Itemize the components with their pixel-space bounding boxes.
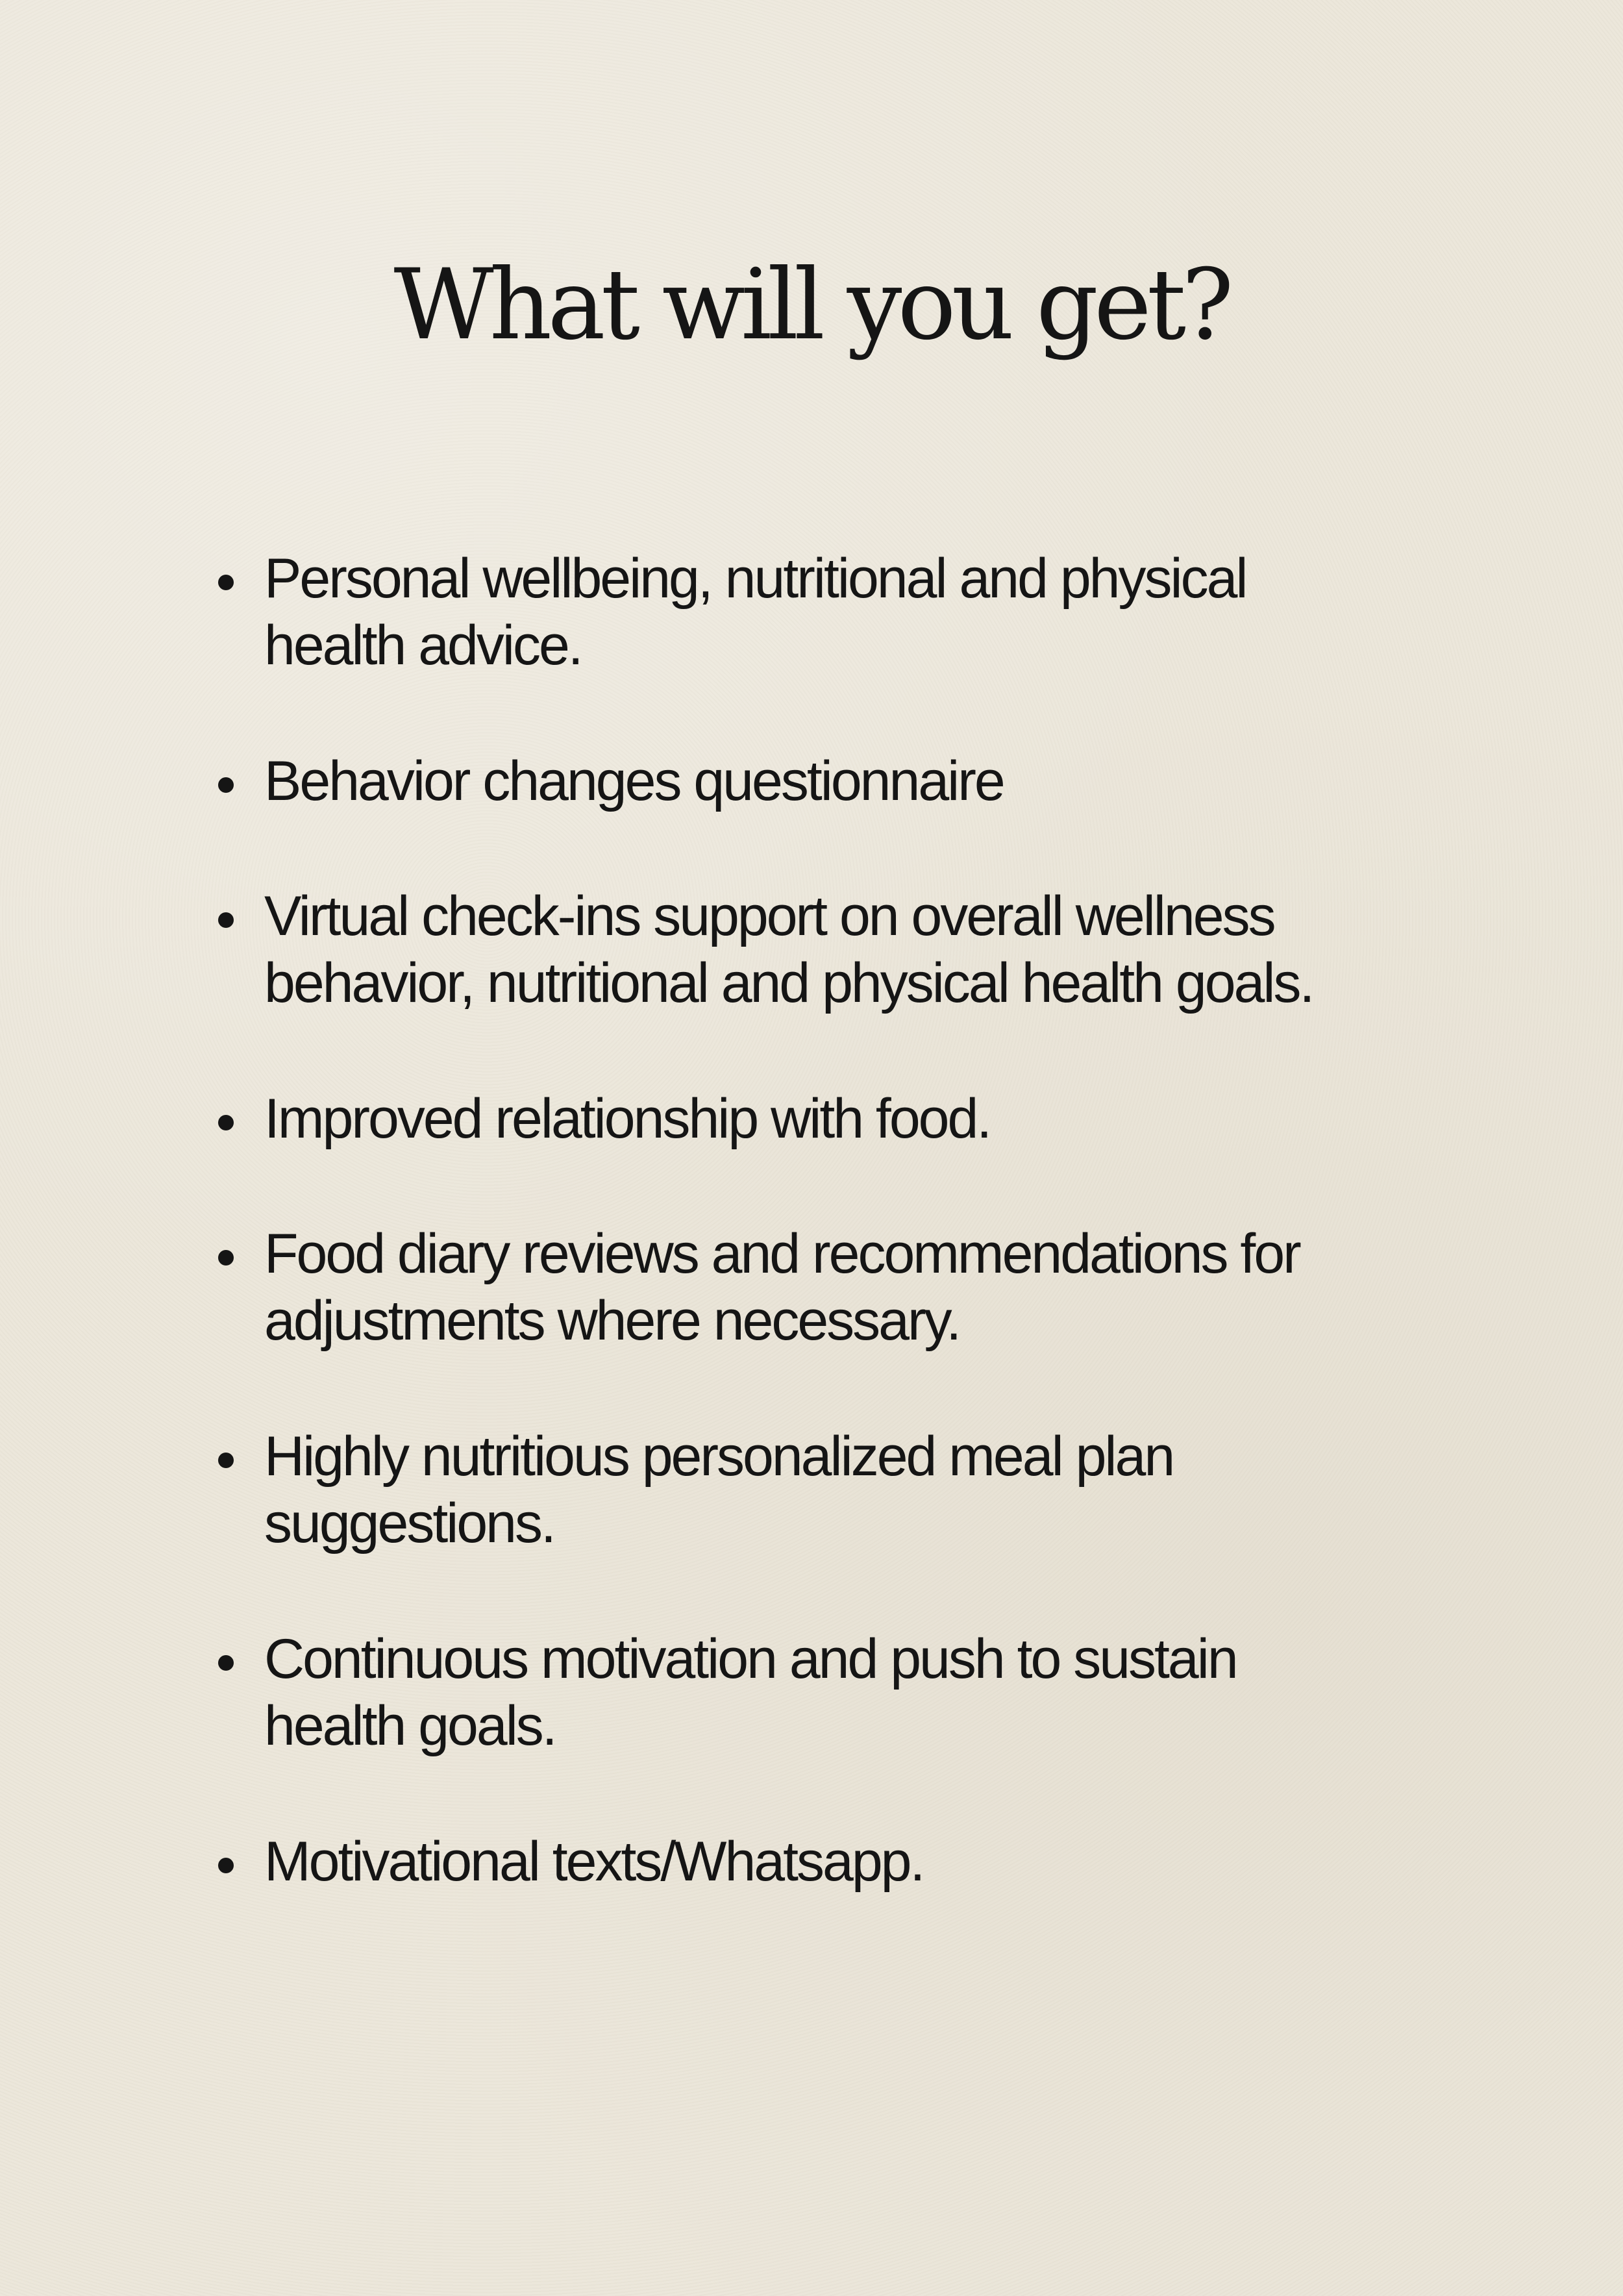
bullet-icon xyxy=(218,1115,234,1130)
bullet-icon xyxy=(218,1858,234,1873)
list-item-text: Highly nutritious personalized meal plan suggestions. xyxy=(264,1425,1174,1554)
bullet-icon xyxy=(218,1453,234,1468)
page-title: What will you get? xyxy=(393,249,1230,362)
list-item-text: Food diary reviews and recommendations for adjustments where necessary. xyxy=(264,1223,1300,1352)
list-item-text: Continuous motivation and push to sustain health goals. xyxy=(264,1628,1237,1757)
list-item-text: Personal wellbeing, nutritional and physical health advice. xyxy=(264,547,1246,677)
bullet-icon xyxy=(218,575,234,590)
list-item-text: Behavior changes questionnaire xyxy=(264,750,1004,812)
bullet-icon xyxy=(218,1655,234,1671)
bullet-icon xyxy=(218,777,234,793)
list-item-text: Virtual check-ins support on overall wellness behavior, nutritional and physical health goals. xyxy=(264,885,1313,1014)
list-item-text: Motivational texts/Whatsapp. xyxy=(264,1830,924,1893)
bullet-icon xyxy=(218,1250,234,1266)
list-item-text: Improved relationship with food. xyxy=(264,1088,991,1150)
bullet-icon xyxy=(218,912,234,928)
